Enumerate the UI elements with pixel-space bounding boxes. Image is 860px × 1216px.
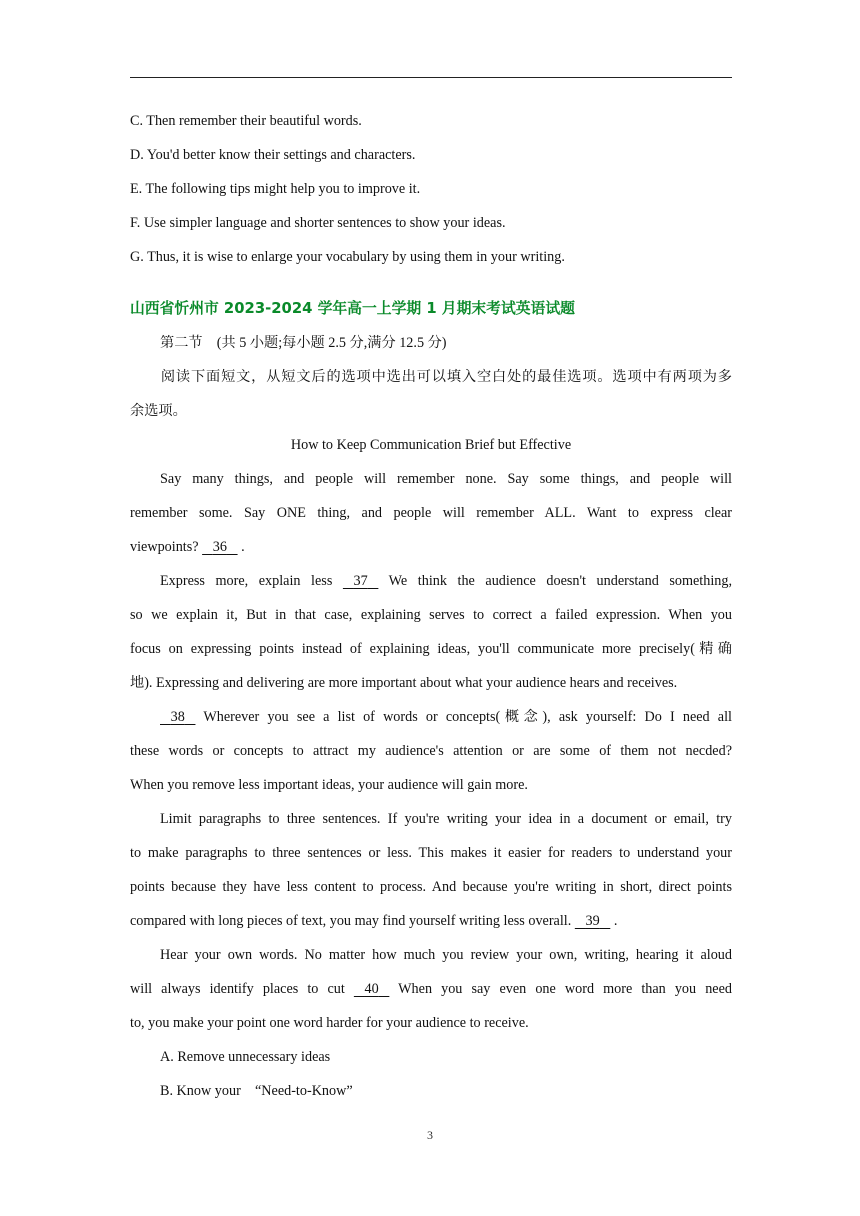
- paragraph-5: [130, 938, 732, 1040]
- para3-line-1-text: Wherever you see a list of words or concepts(概念), ask yourself: Do I need all: [195, 709, 732, 725]
- para1-line-3-end: .: [237, 539, 245, 555]
- para3-line-1: [130, 700, 732, 734]
- blank-40-number: 40: [364, 981, 379, 997]
- passage-title: How to Keep Communication Brief but Effective: [290, 437, 572, 453]
- para3-line-2: these words or concepts to attract my audience's attention or are some of them not necded?: [130, 743, 732, 759]
- para2-line-3: focus on expressing points instead of explaining ideas, you'll communicate more precisely(精确: [130, 641, 732, 657]
- instruction-line-1-text: 阅读下面短文，从短文后的选项中选出可以填入空白处的最佳选项。选项中有两项为多: [160, 369, 732, 385]
- option-a-text: A. Remove unnecessary ideas: [160, 1049, 331, 1065]
- paragraph-4: [130, 802, 732, 938]
- para4-line-1: [130, 802, 732, 836]
- prev-option-g: G. Thus, it is wise to enlarge your vocabulary by using them in your writing.: [130, 249, 565, 265]
- para5-line-3: to, you make your point one word harder for your audience to receive.: [130, 1015, 529, 1031]
- para1-line-2: remember some. Say ONE thing, and people will remember ALL. Want to express clear: [130, 505, 732, 521]
- prev-option-d: D. You'd better know their settings and characters.: [130, 147, 416, 163]
- para1-line-3: [130, 530, 732, 564]
- prev-option-e: E. The following tips might help you to improve it.: [130, 181, 421, 197]
- para5-line-2-text: will always identify places to cut: [130, 981, 354, 997]
- page-content: [130, 104, 732, 1108]
- blank-37-number: 37: [353, 573, 368, 589]
- para2-line-2: so we explain it, But in that case, explaining serves to correct a failed expression. When you: [130, 607, 732, 623]
- blank-38-number: 38: [170, 709, 185, 725]
- paragraph-3: [130, 700, 732, 802]
- paragraph-1: [130, 462, 732, 564]
- section-header-text: 第二节 (共 5 小题;每小题 2.5 分,满分 12.5 分): [160, 335, 447, 351]
- blank-37: [343, 564, 378, 598]
- section-header: [130, 326, 732, 360]
- para2-line-1-end: We think the audience doesn't understand something,: [378, 573, 733, 589]
- para4-line-3: points because they have less content to process. And because you're writing in short, direct points: [130, 879, 732, 895]
- para1-line-3-text: viewpoints?: [130, 539, 199, 555]
- para5-line-1-text: Hear your own words. No matter how much you review your own, writing, hearing it aloud: [160, 947, 732, 963]
- option-b: [130, 1074, 732, 1108]
- instruction-line-2: 余选项。: [130, 403, 187, 419]
- page-number: 3: [427, 1128, 433, 1142]
- option-b-text: B. Know your “Need-to-Know”: [160, 1083, 353, 1099]
- para3-line-3: When you remove less important ideas, your audience will gain more.: [130, 777, 528, 793]
- para5-line-2-end: When you say even one word more than you need: [389, 981, 732, 997]
- instruction-line-1: [130, 360, 732, 394]
- blank-39: [575, 904, 610, 938]
- para2-line-4: 地). Expressing and delivering are more important about what your audience hears and receives.: [130, 675, 678, 691]
- prev-option-f: F. Use simpler language and shorter sentences to show your ideas.: [130, 215, 506, 231]
- blank-36: [202, 530, 237, 564]
- blank-39-number: 39: [585, 913, 600, 929]
- para5-line-2: [130, 972, 732, 1006]
- blank-36-number: 36: [212, 539, 227, 555]
- prev-option-c: C. Then remember their beautiful words.: [130, 113, 362, 129]
- para1-line-1-text: Say many things, and people will remember none. Say some things, and people will: [160, 471, 732, 487]
- para4-line-4-text: compared with long pieces of text, you may find yourself writing less overall.: [130, 913, 575, 929]
- source-title: 山西省忻州市 2023-2024 学年高一上学期 1 月期末考试英语试题: [130, 300, 575, 317]
- para5-line-1: [130, 938, 732, 972]
- header-rule: [130, 77, 732, 78]
- para4-line-4: [130, 904, 732, 938]
- paragraph-2: [130, 564, 732, 700]
- blank-38: [160, 700, 195, 734]
- para4-line-1-text: Limit paragraphs to three sentences. If you're writing your idea in a document or email, try: [160, 811, 732, 827]
- para2-line-1-text: Express more, explain less: [160, 573, 343, 589]
- para2-line-1: [130, 564, 732, 598]
- option-a: [130, 1040, 732, 1074]
- para1-line-1: [130, 462, 732, 496]
- para4-line-4-end: .: [610, 913, 618, 929]
- para4-line-2: to make paragraphs to three sentences or less. This makes it easier for readers to understand your: [130, 845, 732, 861]
- blank-40: [354, 972, 389, 1006]
- instructions: [130, 360, 732, 428]
